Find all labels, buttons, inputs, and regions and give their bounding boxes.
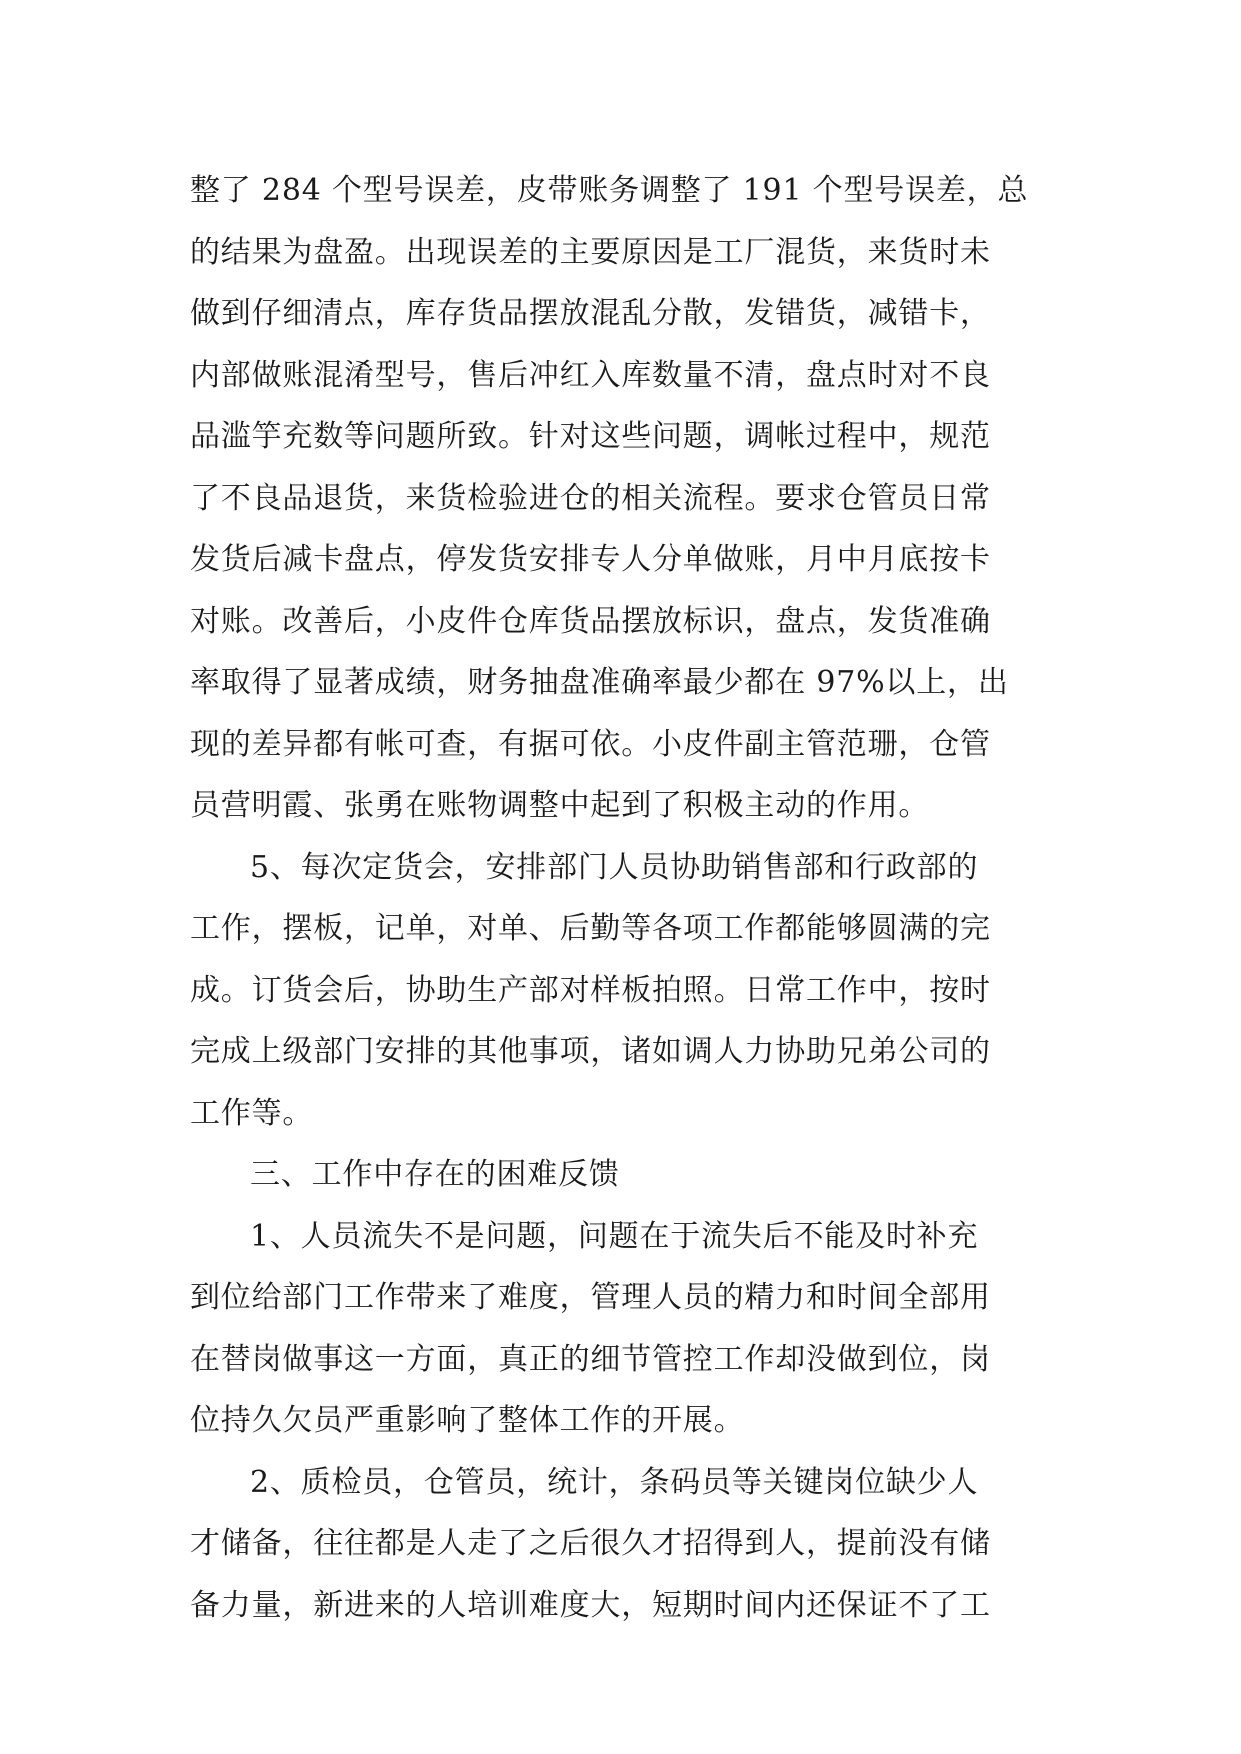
text-line: 工作等。	[190, 1095, 314, 1131]
text-line: 到位给部门工作带来了难度，管理人员的精力和时间全部用	[190, 1280, 991, 1315]
text-line: 员营明霞、张勇在账物调整中起到了积极主动的作用。	[190, 788, 930, 823]
text-line: 的结果为盘盈。出现误差的主要原因是工厂混货，来货时未	[190, 234, 991, 270]
text-line: 整了 284 个型号误差，皮带账务调整了 191 个型号误差，总	[190, 173, 1029, 208]
text-line: 品滥竽充数等问题所致。针对这些问题，调帐过程中，规范	[190, 419, 991, 454]
text-line: 内部做账混淆型号，售后冲红入库数量不清，盘点时对不良	[190, 357, 991, 393]
text-line: 发货后减卡盘点，停发货安排专人分单做账，月中月底按卡	[190, 542, 991, 577]
text-line: 率取得了显著成绩，财务抽盘准确率最少都在 97%以上，出	[190, 665, 1009, 700]
text-line: 现的差异都有帐可查，有据可依。小皮件副主管范珊，仓管	[190, 726, 991, 762]
paragraph-start-line: 1、人员流失不是问题，问题在于流失后不能及时补充	[250, 1218, 979, 1254]
document-body	[190, 160, 1060, 1636]
text-line: 成。订货会后，协助生产部对样板拍照。日常工作中，按时	[190, 972, 991, 1008]
text-line: 做到仔细清点，库存货品摆放混乱分散，发错货，减错卡，	[190, 296, 991, 331]
paragraph-start-line: 5、每次定货会，安排部门人员协助销售部和行政部的	[250, 849, 979, 885]
text-line: 在替岗做事这一方面，真正的细节管控工作却没做到位，岗	[190, 1341, 991, 1377]
text-line: 完成上级部门安排的其他事项，诸如调人力协助兄弟公司的	[190, 1034, 991, 1069]
text-line: 对账。改善后，小皮件仓库货品摆放标识，盘点，发货准确	[190, 603, 991, 639]
text-line: 才储备，往往都是人走了之后很久才招得到人，提前没有储	[190, 1526, 991, 1561]
text-line: 备力量，新进来的人培训难度大，短期时间内还保证不了工	[190, 1587, 991, 1623]
section-heading: 三、工作中存在的困难反馈	[250, 1157, 620, 1192]
text-line: 工作，摆板，记单，对单、后勤等各项工作都能够圆满的完	[190, 911, 991, 946]
text-line: 位持久欠员严重影响了整体工作的开展。	[190, 1403, 745, 1438]
paragraph-start-line: 2、质检员，仓管员，统计，条码员等关键岗位缺少人	[250, 1464, 979, 1500]
text-line: 了不良品退货，来货检验进仓的相关流程。要求仓管员日常	[190, 480, 991, 516]
